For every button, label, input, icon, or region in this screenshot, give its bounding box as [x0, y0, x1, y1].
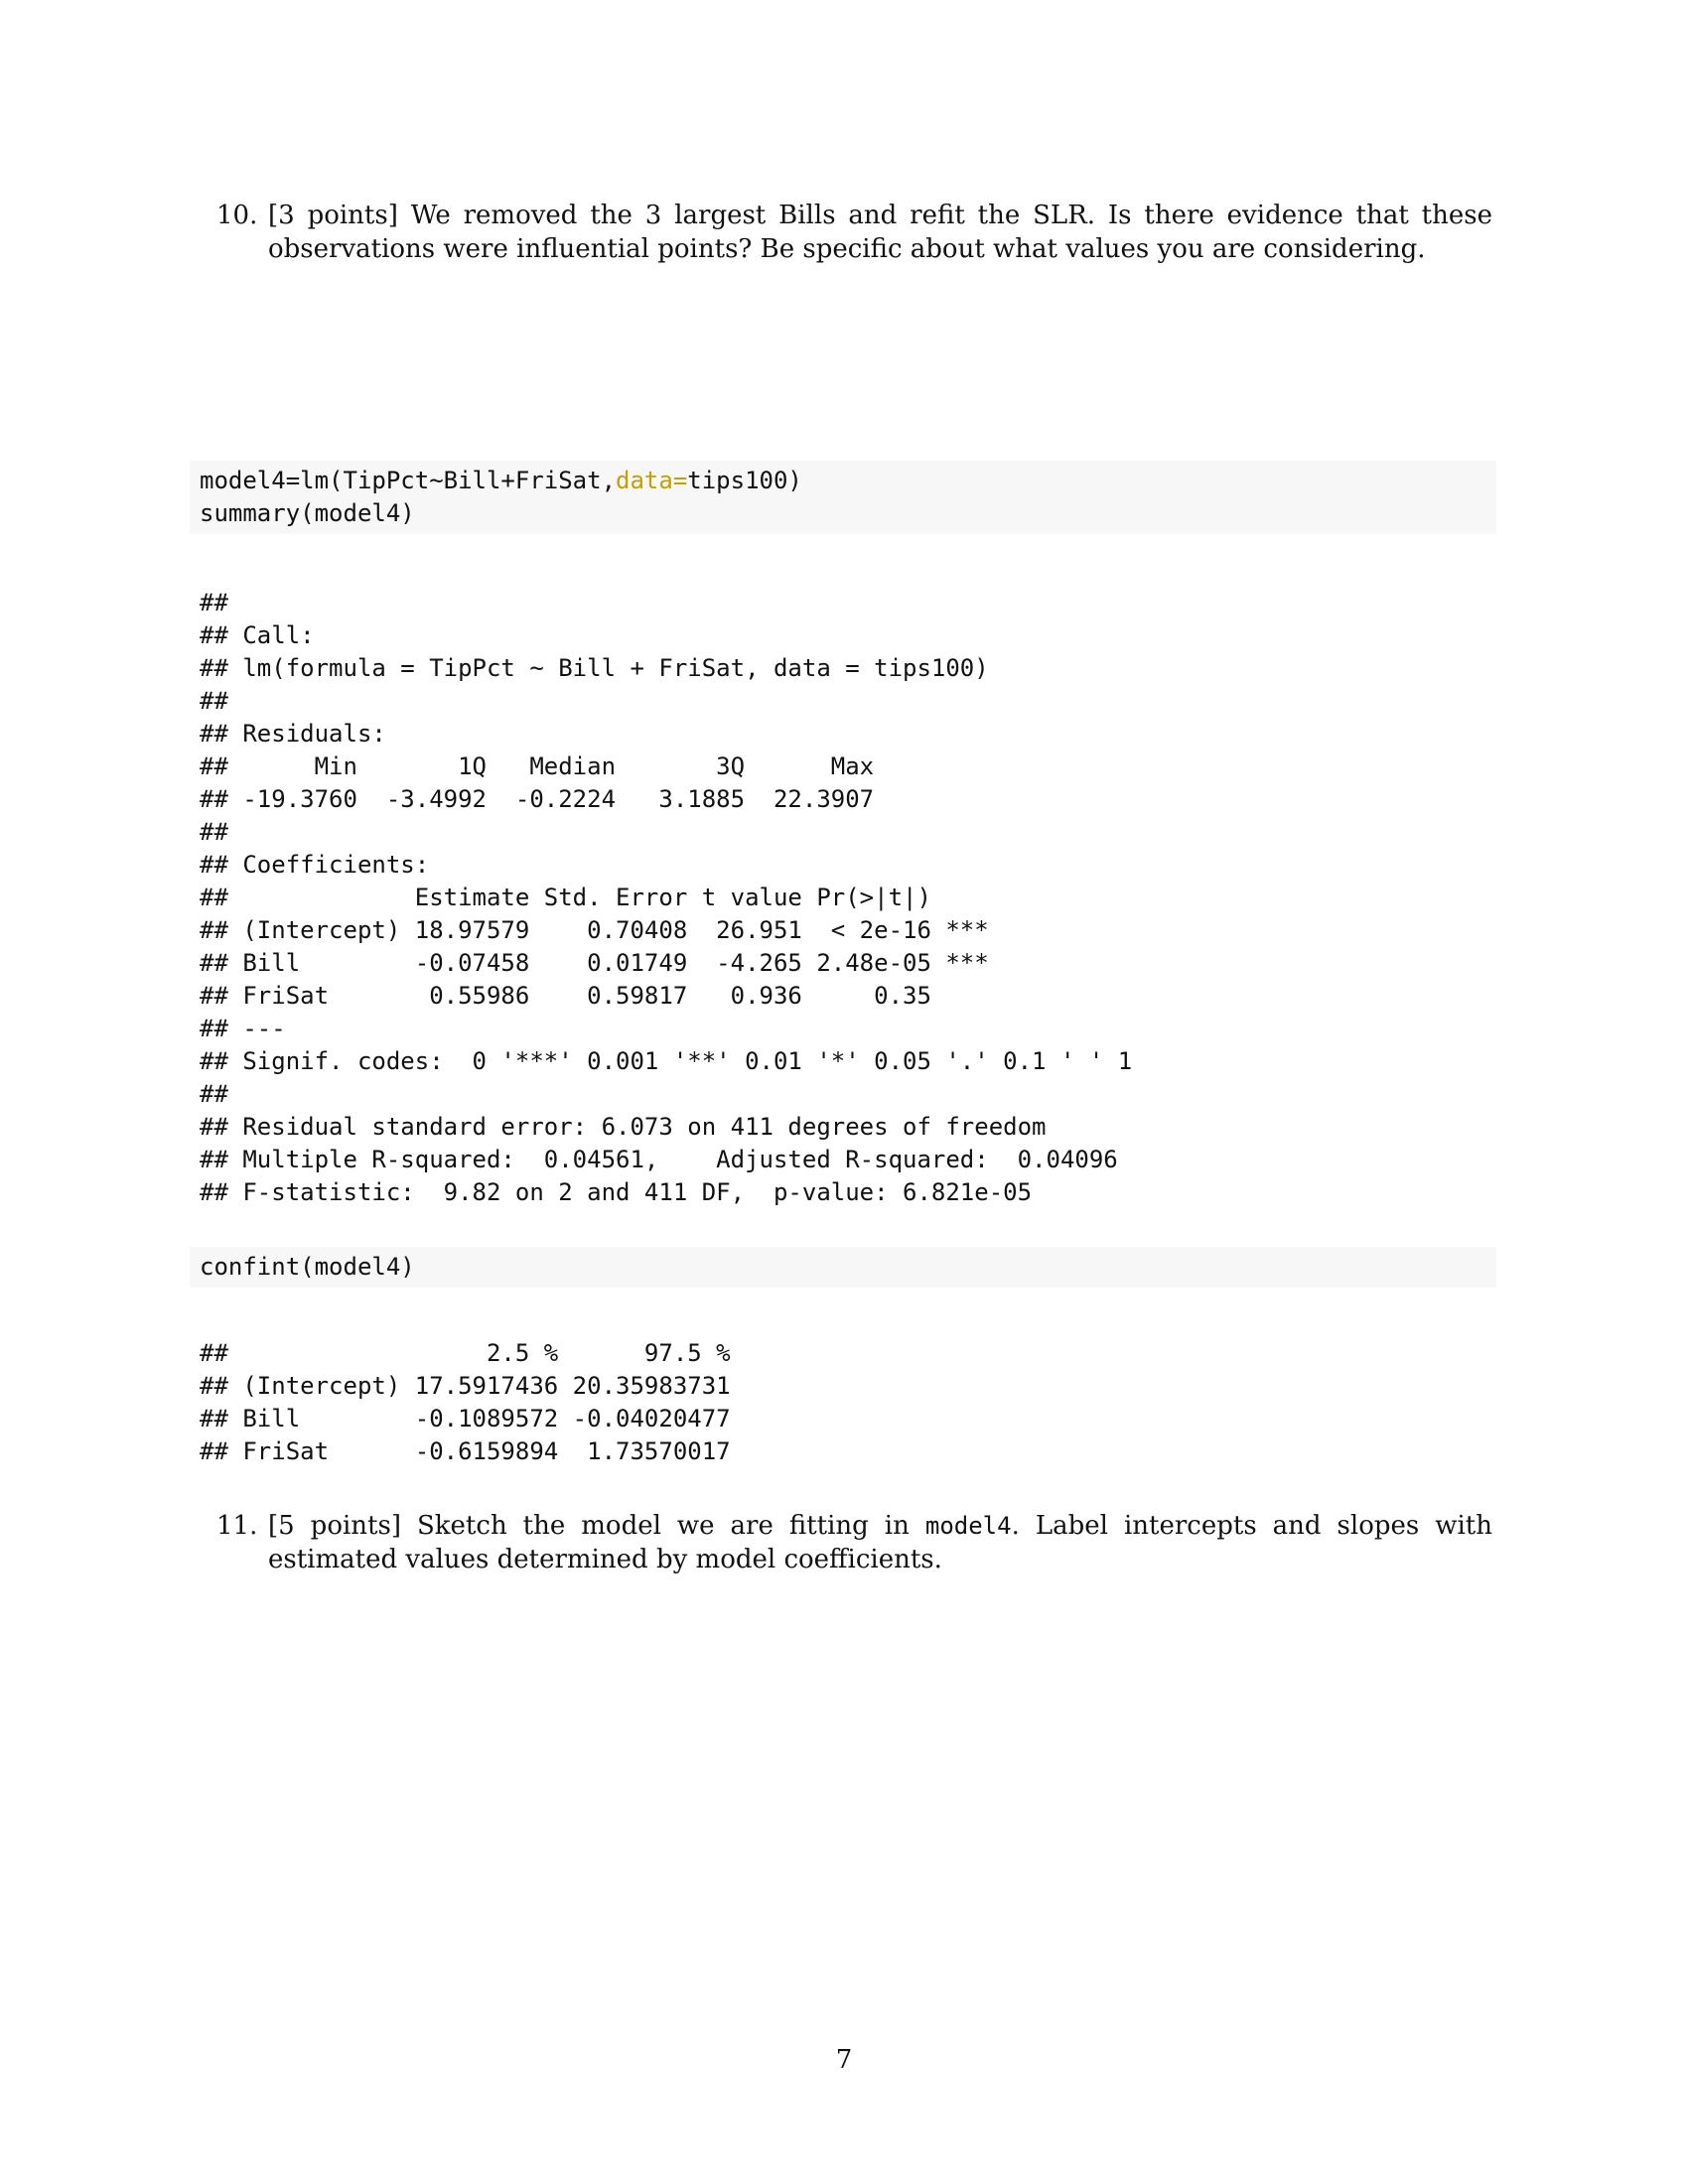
question-text: [3 points] We removed the 3 largest Bills and refit the SLR. Is there evidence that these observations were influential points? Be specific about what values you are considering. [268, 201, 1492, 264]
output-line: ## [200, 1080, 228, 1108]
output-line: ## Bill -0.1089572 -0.04020477 [200, 1405, 731, 1433]
output-line: ## FriSat -0.6159894 1.73570017 [200, 1437, 731, 1465]
output-line: ## [200, 687, 228, 715]
question-10 [216, 199, 1492, 266]
output-line: ## Residuals: [200, 720, 386, 748]
output-line: ## Multiple R-squared: 0.04561, Adjusted R-squared: 0.04096 [200, 1146, 1118, 1173]
output-line: ## lm(formula = TipPct ~ Bill + FriSat, data = tips100) [200, 654, 989, 682]
output-line: ## [200, 589, 228, 616]
output-line: ## FriSat 0.55986 0.59817 0.936 0.35 [200, 982, 931, 1010]
output-line: ## Signif. codes: 0 '***' 0.001 '**' 0.01 '*' 0.05 '.' 0.1 ' ' 1 [200, 1047, 1133, 1075]
code-line: summary(model4) [200, 499, 415, 527]
code-line: model4=lm(TipPct~Bill+FriSat,data=tips100) [200, 467, 802, 494]
summary-output [200, 587, 1132, 1209]
question-11 [216, 1509, 1492, 1576]
output-line: ## (Intercept) 17.5917436 20.35983731 [200, 1372, 731, 1400]
output-line: ## -19.3760 -3.4992 -0.2224 3.1885 22.3907 [200, 785, 875, 813]
output-line: ## F-statistic: 9.82 on 2 and 411 DF, p-value: 6.821e-05 [200, 1178, 1033, 1206]
code-block-summary [190, 461, 1496, 534]
output-line: ## Coefficients: [200, 851, 430, 879]
output-line: ## Estimate Std. Error t value Pr(>|t|) [200, 884, 931, 911]
question-text: [5 points] Sketch the model we are fitting in model4. Label intercepts and slopes with estimated values determined by model coefficients. [268, 1511, 1492, 1574]
output-line: ## [200, 818, 228, 846]
output-line: ## Call: [200, 621, 315, 649]
code-line: confint(model4) [200, 1253, 415, 1281]
output-line: ## Min 1Q Median 3Q Max [200, 752, 875, 780]
output-line: ## Bill -0.07458 0.01749 -4.265 2.48e-05 *** [200, 949, 989, 977]
output-line: ## 2.5 % 97.5 % [200, 1339, 731, 1367]
output-line: ## Residual standard error: 6.073 on 411 degrees of freedom [200, 1113, 1047, 1141]
output-line: ## (Intercept) 18.97579 0.70408 26.951 < 2e-16 *** [200, 916, 989, 944]
confint-output [200, 1337, 731, 1468]
output-line: ## --- [200, 1015, 286, 1042]
question-number: 11. [216, 1511, 258, 1541]
inline-code: model4 [924, 1512, 1012, 1540]
question-number: 10. [216, 201, 258, 230]
page-number: 7 [835, 2045, 853, 2075]
code-block-confint [190, 1247, 1496, 1288]
